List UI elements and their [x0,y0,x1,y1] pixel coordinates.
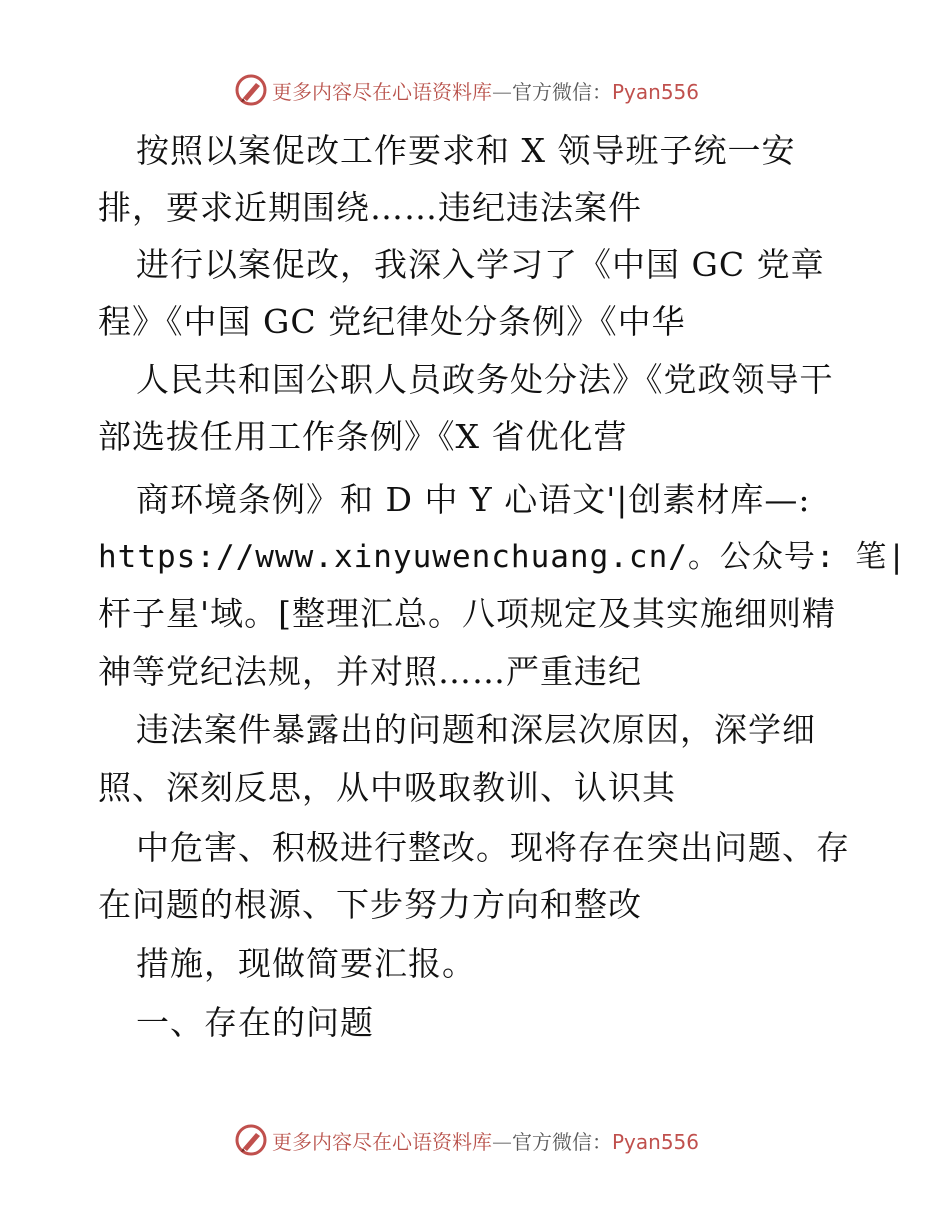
body-line: 进行以案促改，我深入学习了《中国 GC 党章 [136,245,825,284]
body-line: 违法案件暴露出的问题和深层次原因，深学细 [136,710,816,749]
body-line: 神等党纪法规，并对照……严重违纪 [98,652,642,691]
watermark-dash: — [492,1129,512,1154]
body-line: 杆子星'域。[整理汇总。八项规定及其实施细则精 [98,594,836,633]
body-line: 程》《中国 GC 党纪律处分条例》《中华 [98,302,686,341]
body-line: 照、深刻反思，从中吸取教训、认识其 [98,768,676,807]
pen-logo-icon [234,1123,268,1157]
watermark-wechat-id: Pyan556 [612,1129,700,1154]
body-line: 措施，现做简要汇报。 [136,944,476,983]
body-line: 排，要求近期围绕……违纪违法案件 [98,188,642,227]
section-heading: 一、存在的问题 [136,1003,374,1042]
body-line: 按照以案促改工作要求和 X 领导班子统一安 [136,131,796,170]
body-line: 中危害、积极进行整改。现将存在突出问题、存 [136,828,850,867]
watermark-official-label: 官方微信： [512,1129,612,1154]
watermark-dash: — [492,79,512,104]
body-line: 人民共和国公职人员政务处分法》《党政领导干 [136,360,834,399]
watermark-text [272,76,699,105]
watermark-main: 更多内容尽在心语资料库 [272,79,492,104]
watermark-main: 更多内容尽在心语资料库 [272,1129,492,1154]
header-watermark [234,72,754,108]
body-line: 在问题的根源、下步努力方向和整改 [98,885,642,924]
watermark-wechat-id: Pyan556 [612,79,700,104]
footer-watermark [234,1122,754,1158]
body-line-url: https://www.xinyuwenchuang.cn/。公众号: 笔| [98,539,907,575]
body-line: 商环境条例》和 D 中 Y 心语文'|创素材库—: [136,480,811,519]
watermark-text [272,1126,699,1155]
watermark-official-label: 官方微信： [512,79,612,104]
pen-logo-icon [234,73,268,107]
body-line: 部选拔任用工作条例》《X 省优化营 [98,417,628,456]
